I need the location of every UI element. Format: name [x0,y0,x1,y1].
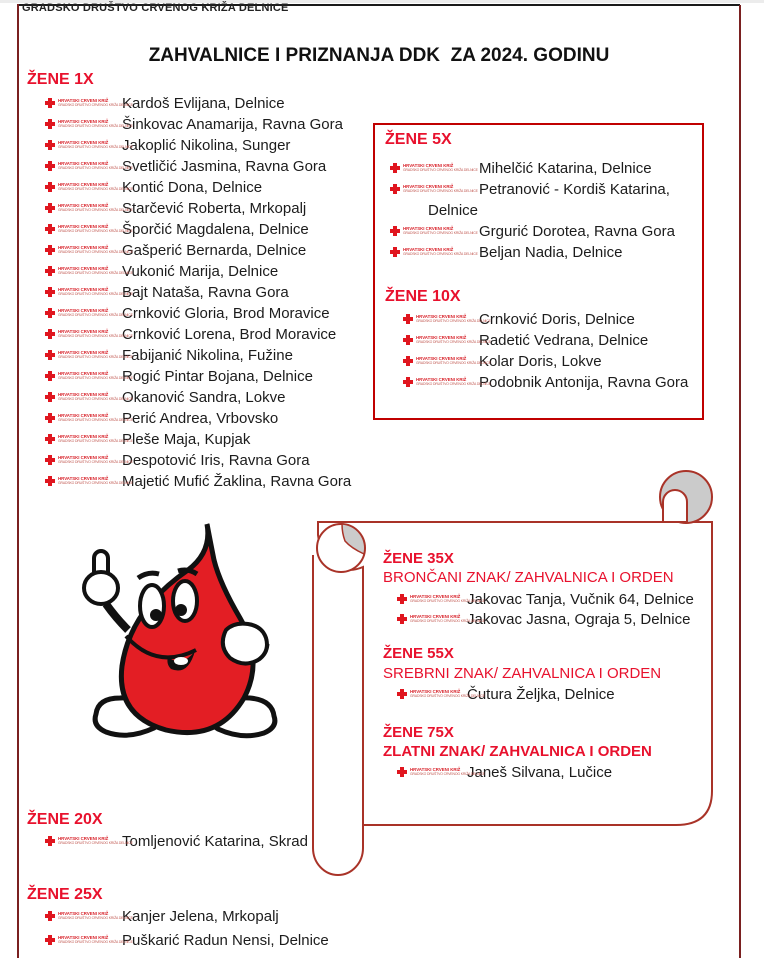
red-cross-icon [390,226,400,236]
logo-text-line1: HRVATSKI CRVENI KRIŽ [58,267,109,272]
logo-text-line2: GRADSKO DRUŠTVO CRVENOG KRIŽA DELNICE [58,104,133,108]
red-cross-icon [45,836,55,846]
logo-text [403,227,478,236]
red-cross-icon [45,392,55,402]
donor-row [45,387,351,408]
red-cross-icon [45,911,55,921]
red-cross-logo [45,306,133,320]
logo-text-line2: GRADSKO DRUŠTVO CRVENOG KRIŽA DELNICE [58,842,133,846]
logo-text [416,336,491,345]
red-cross-icon [45,287,55,297]
logo-text-line2: GRADSKO DRUŠTVO CRVENOG KRIŽA DELNICE [403,169,478,173]
donor-name: Pleše Maja, Kupjak [122,431,251,448]
logo-text-line2: GRADSKO DRUŠTVO CRVENOG KRIŽA DELNICE [410,772,485,777]
donor-row [45,177,351,198]
section-subtitle-zene-55x: SREBRNI ZNAK/ ZAHVALNICA I ORDEN [383,665,662,682]
logo-text-line1: HRVATSKI CRVENI KRIŽ [58,911,109,916]
logo-text-line1: HRVATSKI CRVENI KRIŽ [410,614,461,619]
logo-text-line1: HRVATSKI CRVENI KRIŽ [403,248,454,253]
donor-name: Starčević Roberta, Mrkopalj [122,200,307,217]
logo-text [403,248,478,257]
red-cross-icon [45,224,55,234]
logo-text-line2: GRADSKO DRUŠTVO CRVENOG KRIŽA DELNICE [58,419,133,423]
logo-text [58,225,133,234]
logo-text [58,435,133,444]
donor-name: Šporčić Magdalena, Delnice [122,221,309,238]
red-cross-logo [45,933,133,947]
red-cross-logo [397,687,485,701]
logo-text [58,837,133,846]
donor-row [45,135,351,156]
red-cross-icon [45,434,55,444]
section-label-zene-10x: ŽENE 10X [385,288,461,305]
right-margin-rule [739,5,741,958]
donor-row [45,303,351,324]
logo-text-line1: HRVATSKI CRVENI KRIŽ [416,315,467,320]
logo-text-line1: HRVATSKI CRVENI KRIŽ [58,225,109,230]
logo-text-line2: GRADSKO DRUŠTVO CRVENOG KRIŽA DELNICE [58,146,133,150]
donor-row [45,93,351,114]
logo-text-line1: HRVATSKI CRVENI KRIŽ [58,935,109,940]
red-cross-icon [403,335,413,345]
logo-text-line2: GRADSKO DRUŠTVO CRVENOG KRIŽA DELNICE [410,599,485,604]
red-cross-icon [45,371,55,381]
logo-text-line2: GRADSKO DRUŠTVO CRVENOG KRIŽA DELNICE [58,314,133,318]
logo-text [58,288,133,297]
logo-text [58,141,133,150]
logo-text-line1: HRVATSKI CRVENI KRIŽ [58,288,109,293]
section-zene-75x-list [390,762,612,782]
donor-name: Vukonić Marija, Delnice [122,263,279,280]
donor-name: Rogić Pintar Bojana, Delnice [122,368,313,385]
donor-name: Mihelčić Katarina, Delnice [479,160,652,177]
donor-name: Beljan Nadia, Delnice [479,244,623,261]
logo-text-line2: GRADSKO DRUŠTVO CRVENOG KRIŽA DELNICE [58,167,133,171]
logo-text-line1: HRVATSKI CRVENI KRIŽ [58,246,109,251]
donor-row [390,179,675,200]
zene-5x-10x-box [373,123,704,420]
logo-text [58,936,133,945]
logo-text [410,615,485,624]
donor-name: Podobnik Antonija, Ravna Gora [479,374,689,391]
logo-text-line1: HRVATSKI CRVENI KRIŽ [58,456,109,461]
logo-text [403,185,478,194]
red-cross-logo [45,264,133,278]
donor-name: Grgurić Dorotea, Ravna Gora [479,223,675,240]
logo-text-line2: GRADSKO DRUŠTVO CRVENOG KRIŽA DELNICE [58,209,133,213]
donor-row [403,309,688,330]
red-cross-logo [390,245,479,259]
red-cross-logo [390,182,479,196]
red-cross-logo [397,612,485,626]
logo-text-line2: GRADSKO DRUŠTVO CRVENOG KRIŽA DELNICE [58,377,133,381]
logo-text [58,912,133,921]
donor-name: Majetić Mufić Žaklina, Ravna Gora [122,473,352,490]
red-cross-icon [390,184,400,194]
section-zene-5x-list [390,158,675,263]
donor-name: Radetić Vedrana, Delnice [479,332,649,349]
donor-row [390,684,615,704]
logo-text-line1: HRVATSKI CRVENI KRIŽ [58,162,109,167]
section-zene-25x-list [45,904,329,952]
donor-name: Gašperić Bernarda, Delnice [122,242,307,259]
logo-text-line2: GRADSKO DRUŠTVO CRVENOG KRIŽA DELNICE [58,293,133,297]
logo-text-line1: HRVATSKI CRVENI KRIŽ [58,183,109,188]
section-label-zene-1x: ŽENE 1X [27,71,94,88]
donor-row [45,429,351,450]
logo-text-line1: HRVATSKI CRVENI KRIŽ [58,120,109,125]
donor-name: Crnković Doris, Delnice [479,311,635,328]
donor-row [45,261,351,282]
red-cross-logo [397,592,485,606]
logo-text [58,309,133,318]
red-cross-icon [45,350,55,360]
red-cross-logo [45,222,133,236]
donor-name: Crnković Lorena, Brod Moravice [122,326,337,343]
logo-text-line1: HRVATSKI CRVENI KRIŽ [410,594,461,599]
logo-text-line2: GRADSKO DRUŠTVO CRVENOG KRIŽA DELNICE [58,251,133,255]
red-cross-logo [45,909,133,923]
logo-text [58,477,133,486]
donor-row [45,219,351,240]
red-cross-icon [397,594,407,604]
donor-name: Delnice [428,202,479,219]
logo-text [58,99,133,108]
logo-text-line1: HRVATSKI CRVENI KRIŽ [58,414,109,419]
red-cross-logo [45,348,133,362]
logo-text-line2: GRADSKO DRUŠTVO CRVENOG KRIŽA DELNICE [58,356,133,360]
logo-text-line1: HRVATSKI CRVENI KRIŽ [416,378,467,383]
red-cross-logo [390,161,479,175]
logo-text-line1: HRVATSKI CRVENI KRIŽ [58,309,109,314]
logo-text [58,330,133,339]
red-cross-icon [45,329,55,339]
red-cross-logo [397,765,485,779]
red-cross-logo [403,333,491,347]
red-cross-icon [45,308,55,318]
logo-text [416,378,491,387]
page-title: ZAHVALNICE I PRIZNANJA DDK ZA 2024. GODINU [148,45,610,66]
logo-text [58,183,133,192]
donor-row [45,928,329,952]
donor-row [390,609,694,629]
logo-text [58,414,133,423]
logo-text [58,162,133,171]
red-cross-icon [45,98,55,108]
red-cross-logo [45,474,133,488]
scroll-tail [313,555,363,875]
red-cross-icon [45,413,55,423]
logo-text-line2: GRADSKO DRUŠTVO CRVENOG KRIŽA DELNICE [58,440,133,444]
red-cross-icon [45,140,55,150]
red-cross-logo [45,243,133,257]
logo-text-line1: HRVATSKI CRVENI KRIŽ [58,204,109,209]
donor-row [390,221,675,242]
donor-row [45,831,308,852]
donor-name: Crnković Gloria, Brod Moravice [122,305,330,322]
logo-text-line1: HRVATSKI CRVENI KRIŽ [416,357,467,362]
donor-row [45,324,351,345]
donor-name: Kardoš Evlijana, Delnice [122,95,285,112]
logo-text [58,267,133,276]
logo-text-line1: HRVATSKI CRVENI KRIŽ [58,372,109,377]
donor-name: Kanjer Jelena, Mrkopalj [122,907,279,925]
logo-text-line2: GRADSKO DRUŠTVO CRVENOG KRIŽA DELNICE [58,125,133,129]
logo-text-line2: GRADSKO DRUŠTVO CRVENOG KRIŽA DELNICE [58,916,133,921]
red-cross-logo [403,354,491,368]
red-cross-logo [403,375,491,389]
donor-row [403,351,688,372]
logo-text-line2: GRADSKO DRUŠTVO CRVENOG KRIŽA DELNICE [58,335,133,339]
section-label-zene-25x: ŽENE 25X [27,886,103,903]
logo-text-line1: HRVATSKI CRVENI KRIŽ [58,435,109,440]
donor-name: Despotović Iris, Ravna Gora [122,452,310,469]
red-cross-logo [45,285,133,299]
logo-text [416,315,491,324]
logo-text-line2: GRADSKO DRUŠTVO CRVENOG KRIŽA DELNICE [403,232,478,236]
red-cross-logo [45,159,133,173]
red-cross-logo [45,180,133,194]
donor-name: Fabijanić Nikolina, Fužine [122,347,293,364]
section-zene-1x-list [45,93,351,492]
logo-text-line2: GRADSKO DRUŠTVO CRVENOG KRIŽA DELNICE [416,362,491,366]
donor-row [45,366,351,387]
logo-text-line2: GRADSKO DRUŠTVO CRVENOG KRIŽA DELNICE [416,383,491,387]
logo-text [410,595,485,604]
donor-name: Svetličić Jasmina, Ravna Gora [122,158,327,175]
section-zene-55x-list [390,684,615,704]
logo-text-line1: HRVATSKI CRVENI KRIŽ [58,141,109,146]
section-label-zene-20x: ŽENE 20X [27,811,103,828]
section-zene-35x-list [390,589,694,629]
donor-name: Kontić Dona, Delnice [122,179,263,196]
donor-row [45,114,351,135]
donor-row [45,198,351,219]
logo-text-line1: HRVATSKI CRVENI KRIŽ [58,99,109,104]
red-cross-icon [45,266,55,276]
donor-row [45,282,351,303]
red-cross-icon [45,161,55,171]
red-cross-icon [45,119,55,129]
section-zene-10x-list [403,309,688,393]
logo-text-line1: HRVATSKI CRVENI KRIŽ [58,351,109,356]
logo-text-line1: HRVATSKI CRVENI KRIŽ [58,477,109,482]
donor-name: Perić Andrea, Vrbovsko [122,410,279,427]
section-label-zene-75x: ŽENE 75X [383,724,454,741]
red-cross-logo [45,453,133,467]
red-cross-logo [390,224,479,238]
donor-name: Jakoplić Nikolina, Sunger [122,137,291,154]
red-cross-icon [397,767,407,777]
donor-row [45,240,351,261]
section-label-zene-55x: ŽENE 55X [383,645,454,662]
logo-text-line2: GRADSKO DRUŠTVO CRVENOG KRIŽA DELNICE [416,341,491,345]
donor-row [390,762,612,782]
red-cross-logo [403,312,491,326]
red-cross-icon [403,356,413,366]
section-subtitle-zene-75x: ZLATNI ZNAK/ ZAHVALNICA I ORDEN [383,743,652,760]
section-label-zene-5x: ŽENE 5X [385,131,452,148]
logo-text [410,690,485,699]
logo-text-line2: GRADSKO DRUŠTVO CRVENOG KRIŽA DELNICE [58,461,133,465]
logo-text-line2: GRADSKO DRUŠTVO CRVENOG KRIŽA DELNICE [410,619,485,624]
red-cross-icon [397,614,407,624]
section-label-zene-35x: ŽENE 35X [383,550,454,567]
logo-text [58,351,133,360]
red-cross-logo [45,369,133,383]
red-cross-logo [45,411,133,425]
red-cross-logo [45,117,133,131]
logo-text [58,372,133,381]
donor-row [45,904,329,928]
donor-name: Kolar Doris, Lokve [479,353,602,370]
red-cross-logo [45,390,133,404]
blood-drop-mascot [68,518,303,753]
logo-text-line1: HRVATSKI CRVENI KRIŽ [403,164,454,169]
donor-row [45,345,351,366]
red-cross-icon [403,377,413,387]
red-cross-icon [403,314,413,324]
red-cross-icon [45,245,55,255]
red-cross-icon [45,182,55,192]
donor-row [390,200,675,221]
donor-row [403,372,688,393]
logo-text-line1: HRVATSKI CRVENI KRIŽ [58,837,109,842]
red-cross-icon [45,203,55,213]
donor-row [390,242,675,263]
donor-name: Okanović Sandra, Lokve [122,389,286,406]
logo-text-line1: HRVATSKI CRVENI KRIŽ [403,185,454,190]
section-zene-20x-list [45,831,308,852]
logo-text [58,204,133,213]
scroll-right-curl-notch [663,490,687,522]
logo-text-line1: HRVATSKI CRVENI KRIŽ [410,689,461,694]
logo-text-line2: GRADSKO DRUŠTVO CRVENOG KRIŽA DELNICE [403,253,478,257]
logo-text-line2: GRADSKO DRUŠTVO CRVENOG KRIŽA DELNICE [58,188,133,192]
logo-text [410,768,485,777]
donor-name: Čutura Željka, Delnice [467,685,615,703]
red-cross-icon [390,163,400,173]
donor-name: Petranović - Kordiš Katarina, [479,181,670,198]
logo-text [58,456,133,465]
donor-row [403,330,688,351]
red-cross-logo [45,834,133,848]
letterhead-text: GRADSKO DRUŠTVO CRVENOG KRIŽA DELNICE [22,2,289,14]
section-subtitle-zene-35x: BRONČANI ZNAK/ ZAHVALNICA I ORDEN [383,569,674,586]
logo-text-line2: GRADSKO DRUŠTVO CRVENOG KRIŽA DELNICE [403,190,478,194]
logo-text-line1: HRVATSKI CRVENI KRIŽ [410,767,461,772]
red-cross-logo [45,201,133,215]
donor-name: Jakovac Tanja, Vučnik 64, Delnice [467,590,694,608]
logo-text [58,120,133,129]
donor-name: Janeš Silvana, Lučice [467,763,613,781]
red-cross-icon [397,689,407,699]
logo-text [416,357,491,366]
donor-row [390,158,675,179]
logo-text-line2: GRADSKO DRUŠTVO CRVENOG KRIŽA DELNICE [58,272,133,276]
red-cross-logo [45,432,133,446]
donor-name: Bajt Nataša, Ravna Gora [122,284,289,301]
donor-name: Puškarić Radun Nensi, Delnice [122,931,329,949]
left-margin-rule [17,4,19,958]
logo-text-line1: HRVATSKI CRVENI KRIŽ [403,227,454,232]
logo-text [58,246,133,255]
logo-text [403,164,478,173]
logo-text-line1: HRVATSKI CRVENI KRIŽ [58,393,109,398]
donor-row [45,156,351,177]
logo-text-line2: GRADSKO DRUŠTVO CRVENOG KRIŽA DELNICE [410,694,485,699]
logo-text-line1: HRVATSKI CRVENI KRIŽ [58,330,109,335]
donor-name: Šinkovac Anamarija, Ravna Gora [122,116,343,133]
logo-text [58,393,133,402]
red-cross-logo [45,327,133,341]
donor-name: Tomljenović Katarina, Skrad [122,833,308,850]
red-cross-icon [390,247,400,257]
red-cross-icon [45,455,55,465]
donor-row [45,408,351,429]
red-cross-icon [45,935,55,945]
logo-text-line2: GRADSKO DRUŠTVO CRVENOG KRIŽA DELNICE [416,320,491,324]
red-cross-logo [45,138,133,152]
logo-text-line1: HRVATSKI CRVENI KRIŽ [416,336,467,341]
logo-text-line2: GRADSKO DRUŠTVO CRVENOG KRIŽA DELNICE [58,398,133,402]
red-cross-logo [45,96,133,110]
red-cross-icon [45,476,55,486]
logo-text-line2: GRADSKO DRUŠTVO CRVENOG KRIŽA DELNICE [58,940,133,945]
logo-text-line2: GRADSKO DRUŠTVO CRVENOG KRIŽA DELNICE [58,230,133,234]
logo-text-line2: GRADSKO DRUŠTVO CRVENOG KRIŽA DELNICE [58,482,133,486]
donor-name: Jakovac Jasna, Ograja 5, Delnice [467,610,691,628]
donor-row [390,589,694,609]
